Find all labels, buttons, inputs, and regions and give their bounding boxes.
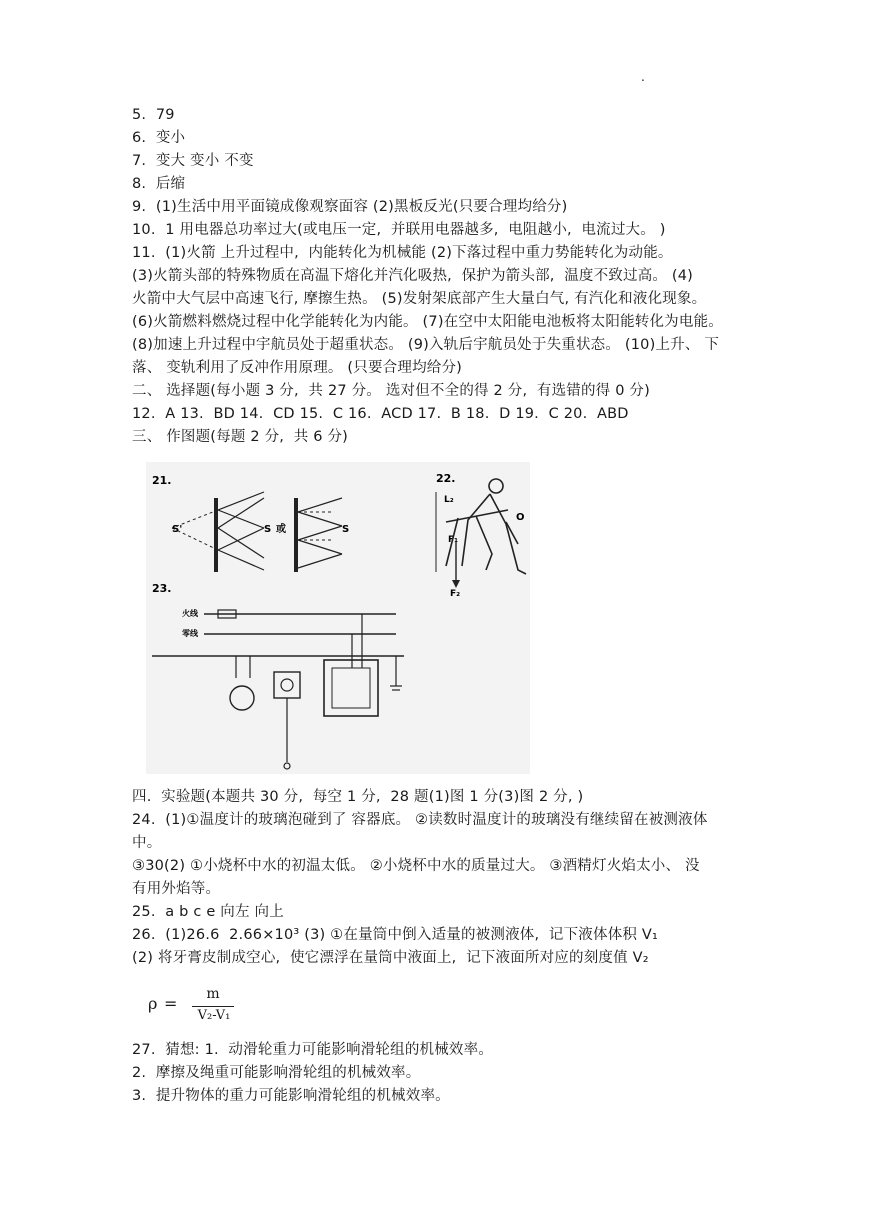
section-heading: 三、 作图题(每题 2 分, 共 6 分) <box>132 429 349 445</box>
fraction-bar <box>192 1006 234 1007</box>
formula-numerator: m <box>206 986 220 1002</box>
force-1-label: F₁ <box>448 535 459 545</box>
live-wire-label: 火线 <box>182 609 198 618</box>
answer-line: 27. 猜想: 1. 动滑轮重力可能影响滑轮组的机械效率。 <box>132 1042 494 1058</box>
section-heading: 四. 实验题(本题共 30 分, 每空 1 分, 28 题(1)图 1 分(3)图 2 分, ) <box>132 789 584 805</box>
figure-22-label: 22. <box>436 472 456 485</box>
answer-line: 8. 后缩 <box>132 176 186 192</box>
answer-line: ③30(2) ①小烧杯中水的初温太低。 ②小烧杯中水的质量过大。 ③酒精灯火焰太小、 没 <box>132 858 700 874</box>
answer-line: 9. (1)生活中用平面镜成像观察面容 (2)黑板反光(只要合理均给分) <box>132 199 568 215</box>
answer-line: (2) 将牙膏皮制成空心, 使它漂浮在量筒中液面上, 记下液面所对应的刻度值 V₂ <box>132 950 649 966</box>
answer-line: 落、 变轨利用了反冲作用原理。 (只要合理均给分) <box>132 360 463 376</box>
lever-arm-label: L₂ <box>444 495 454 505</box>
force-2-label: F₂ <box>450 589 461 599</box>
formula-lhs: ρ <box>148 994 158 1013</box>
switch-icon <box>274 672 300 698</box>
answer-line: (8)加速上升过程中宇航员处于超重状态。 (9)入轨后宇航员处于失重状态。 (10)上升、 下 <box>132 337 720 353</box>
answer-line: 6. 变小 <box>132 130 186 146</box>
answer-line: 25. a b c e 向左 向上 <box>132 904 284 920</box>
worker-icon <box>446 479 526 574</box>
bulb-icon <box>230 686 254 710</box>
figure-21-label: 21. <box>152 474 172 487</box>
image-point-label: S' <box>172 524 183 535</box>
formula-equals: = <box>164 994 178 1013</box>
answer-line: 有用外焰等。 <box>132 881 221 897</box>
density-formula <box>148 986 268 1026</box>
answer-line: 3. 提升物体的重力可能影响滑轮组的机械效率。 <box>132 1088 450 1104</box>
drawing-answers-figure <box>146 462 530 774</box>
answer-line: 12. A 13. BD 14. CD 15. C 16. ACD 17. B 18. D 19. C 20. ABD <box>132 406 629 422</box>
or-label: 或 <box>276 524 286 535</box>
pivot-label: O <box>516 512 525 523</box>
answer-line: 7. 变大 变小 不变 <box>132 153 254 169</box>
answer-line: 26. (1)26.6 2.66×10³ (3) ①在量筒中倒入适量的被测液体, 记下液体体积 V₁ <box>132 927 659 943</box>
section-heading: 二、 选择题(每小题 3 分, 共 27 分。 选对但不全的得 2 分, 有选错的得 0 分) <box>132 383 650 399</box>
answer-line: 中。 <box>132 835 162 851</box>
answer-line: 5. 79 <box>132 107 175 123</box>
source-point-label: S <box>342 524 350 535</box>
answer-line: 10. 1 用电器总功率过大(或电压一定, 并联用电器越多, 电阻越小, 电流过大。 ) <box>132 222 666 238</box>
answer-line: (3)火箭头部的特殊物质在高温下熔化并汽化吸热, 保护为箭头部, 温度不致过高。 (4) <box>132 268 694 284</box>
neutral-wire-label: 零线 <box>182 629 198 638</box>
figure-23-label: 23. <box>152 582 172 595</box>
answer-line: 24. (1)①温度计的玻璃泡碰到了 容器底。 ②读数时温度计的玻璃没有继续留在被测液体 <box>132 812 708 828</box>
answer-line: 火箭中大气层中高速飞行, 摩擦生热。 (5)发射架底部产生大量白气, 有汽化和液化现象。 <box>132 291 707 307</box>
page-mark: . <box>641 70 645 84</box>
answer-line: 2. 摩擦及绳重可能影响滑轮组的机械效率。 <box>132 1065 421 1081</box>
formula-denominator: V₂-V₁ <box>197 1008 231 1023</box>
answer-line: (6)火箭燃料燃烧过程中化学能转化为内能。 (7)在空中太阳能电池板将太阳能转化为电能。 <box>132 314 723 330</box>
source-point-label: S <box>264 524 272 535</box>
answer-line: 11. (1)火箭 上升过程中, 内能转化为机械能 (2)下落过程中重力势能转化为动能。 <box>132 245 673 261</box>
